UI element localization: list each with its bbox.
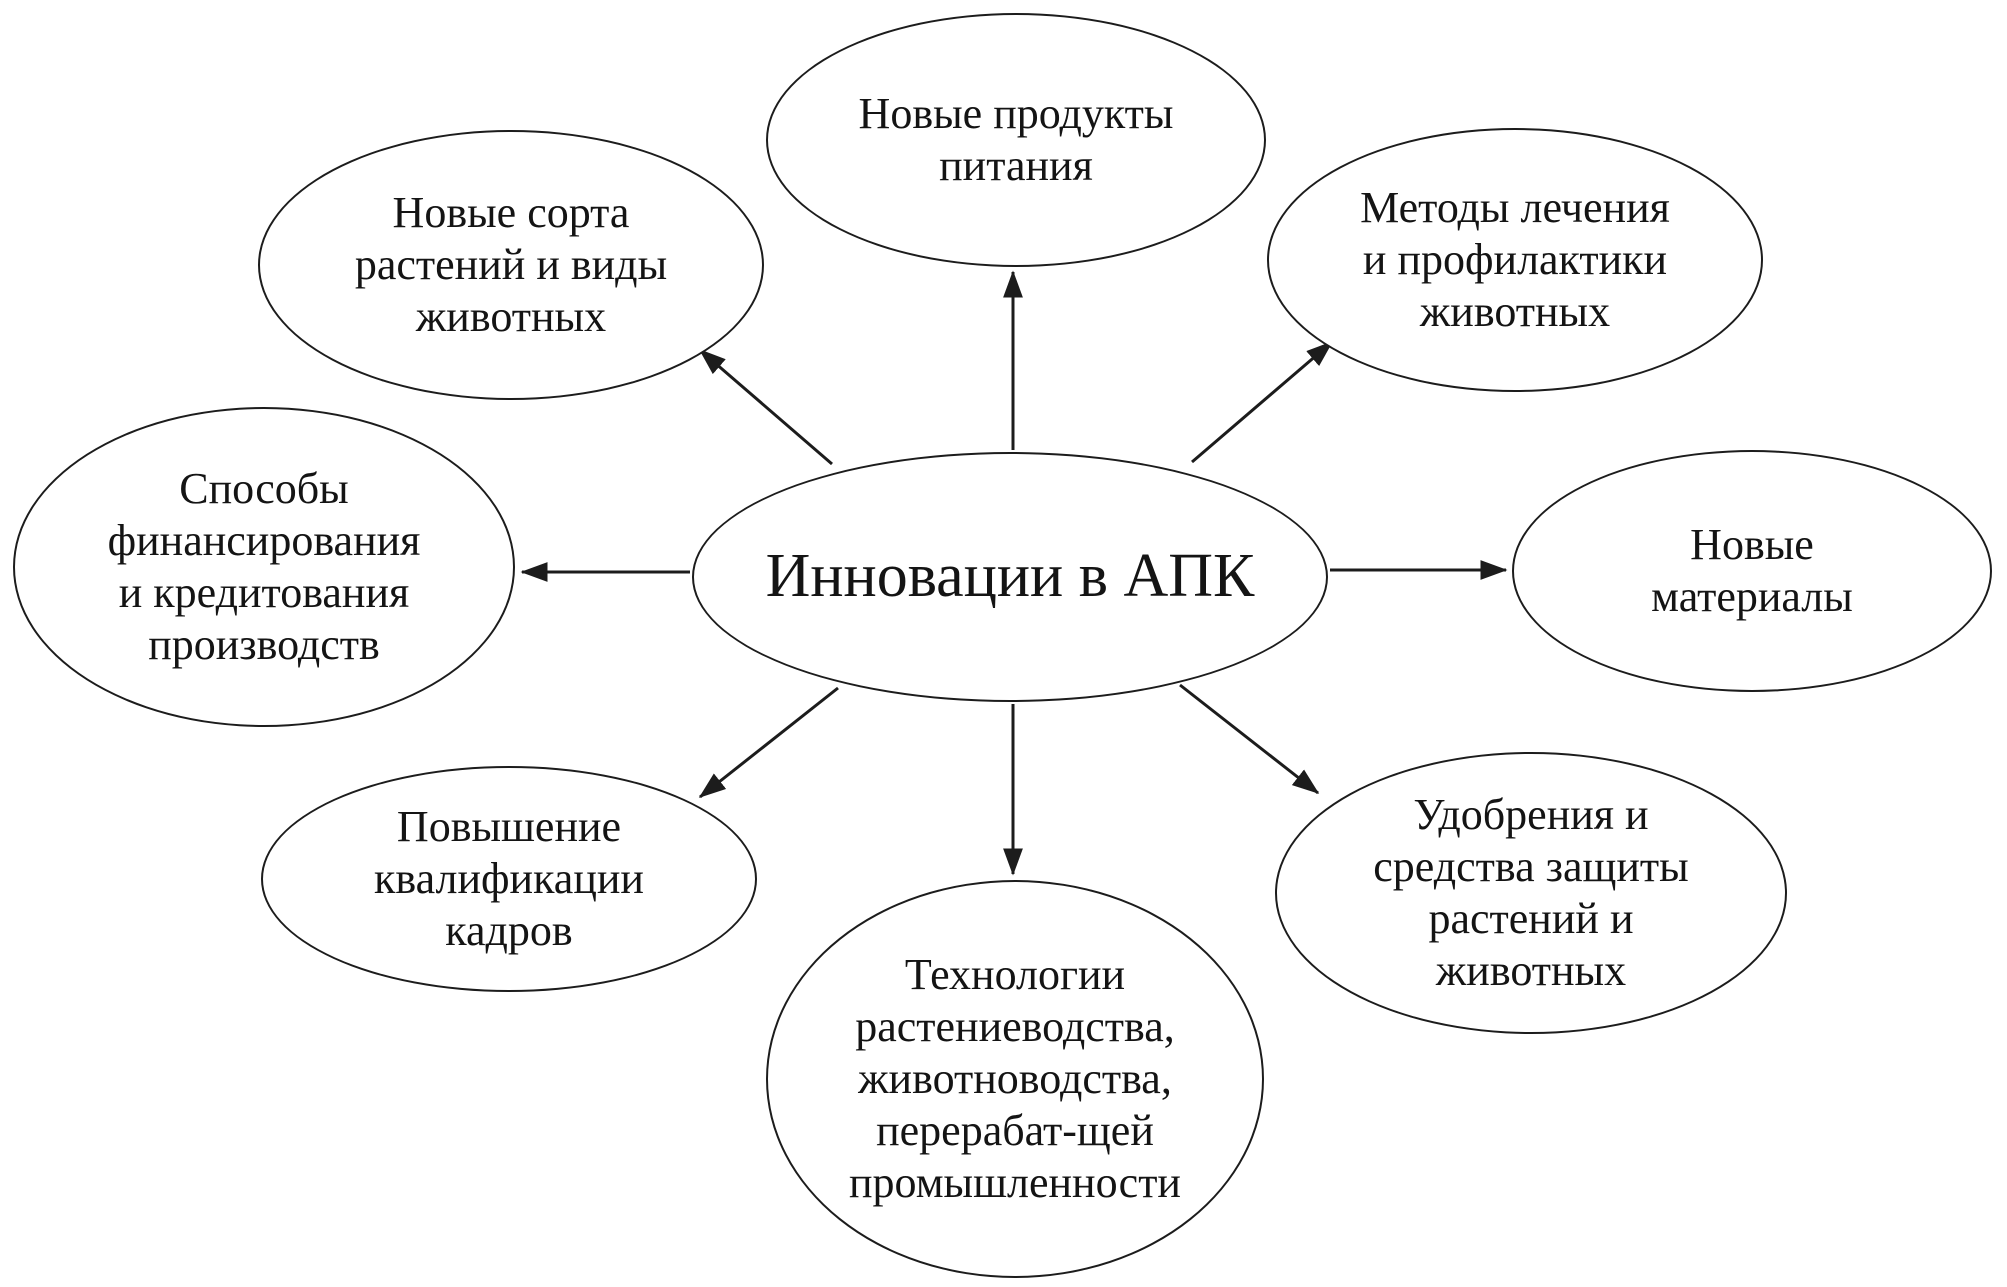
node-fertilizers-protection-means-label: Удобрения и средства защиты растений и животных (1373, 790, 1689, 995)
node-financing-crediting-methods (13, 407, 515, 727)
node-center-innovations-apk-label: Инновации в АПК (765, 542, 1255, 611)
arrow-center-to-bottom-left (700, 688, 838, 797)
node-new-plant-varieties-animal-species (258, 130, 764, 400)
node-new-food-products (766, 13, 1266, 267)
node-financing-crediting-methods-label: Способы финансирования и кредитования производств (107, 464, 421, 669)
arrow-center-to-bottom-right (1180, 685, 1318, 793)
node-staff-qualification-improvement-label: Повышение квалификации кадров (374, 802, 644, 955)
arrow-center-to-top-left (700, 350, 832, 464)
node-production-technologies-label: Технологии растениеводства, животноводства, перерабат-щей промышленности (849, 950, 1181, 1207)
node-production-technologies (766, 880, 1264, 1278)
node-fertilizers-protection-means (1275, 752, 1787, 1034)
node-new-materials (1512, 450, 1992, 692)
node-animal-treatment-prevention-methods (1267, 128, 1763, 392)
arrow-center-to-top-right (1192, 342, 1332, 462)
node-new-plant-varieties-animal-species-label: Новые сорта растений и виды животных (354, 188, 668, 341)
node-new-food-products-label: Новые продукты питания (858, 89, 1174, 190)
node-animal-treatment-prevention-methods-label: Методы лечения и профилактики животных (1360, 183, 1670, 336)
node-new-materials-label: Новые материалы (1651, 520, 1853, 621)
node-center-innovations-apk (692, 452, 1328, 702)
node-staff-qualification-improvement (261, 766, 757, 992)
